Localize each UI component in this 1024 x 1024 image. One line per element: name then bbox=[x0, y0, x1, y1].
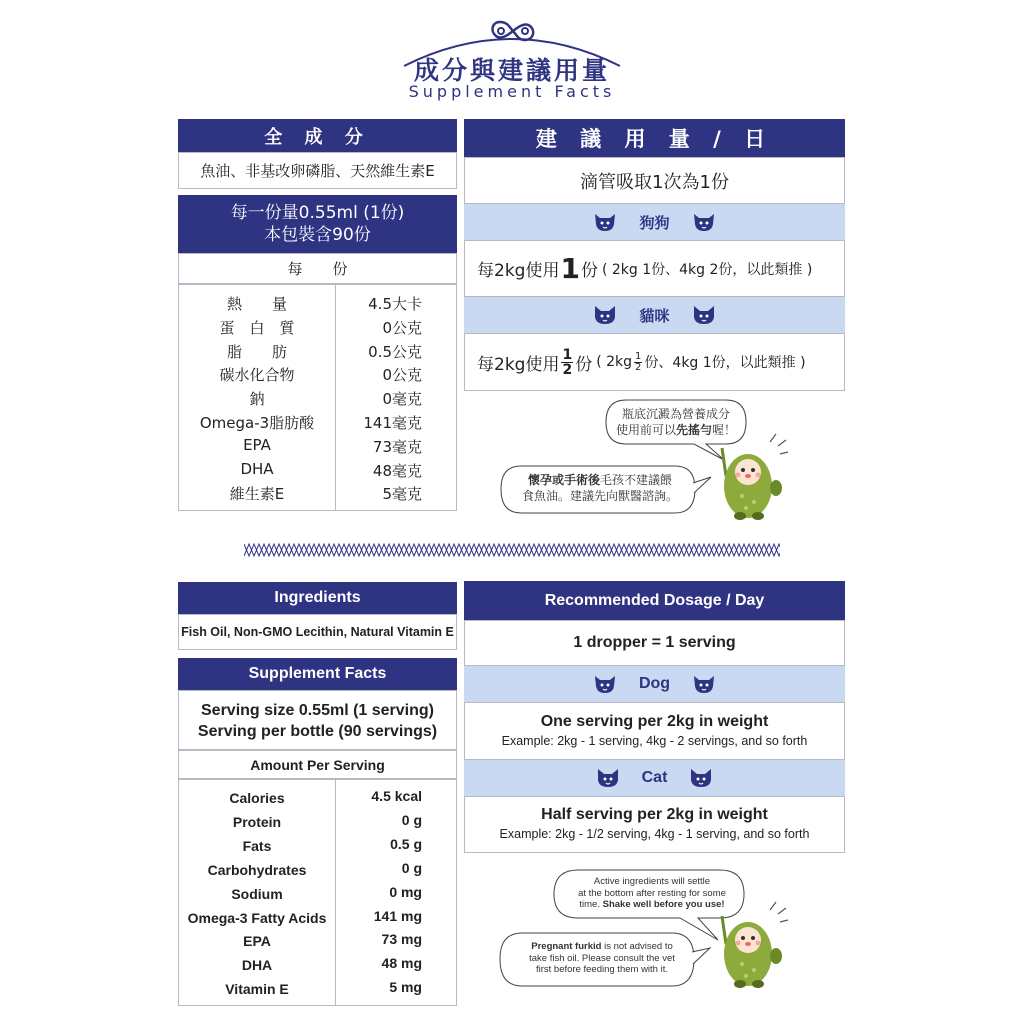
en-serving-line1: Serving size 0.55ml (1 serving) bbox=[201, 702, 434, 719]
zh-ingredients-title: 全 成 分 bbox=[178, 119, 457, 152]
zh-bubble-2-line1b: 毛孩不建議餵 bbox=[600, 473, 673, 487]
zh-cat-paren-b: 份、4kg 1份，以此類推 ) bbox=[644, 355, 806, 371]
en-bubble-2-line3: first before feeding them with it. bbox=[535, 964, 668, 975]
zh-bubble-2-text bbox=[505, 472, 695, 504]
zh-cat-text: 每2kg使用 bbox=[477, 354, 560, 375]
zh-dog-text: 每2kg使用 bbox=[477, 261, 560, 281]
en-bubble-2-line2: take fish oil. Please consult the vet bbox=[529, 952, 675, 964]
en-bubble-1-line2: at the bottom after resting for some bbox=[578, 887, 726, 899]
dog-face-icon bbox=[593, 212, 617, 232]
zh-ingredients-text: 魚油、非基改卵磷脂、天然維生素E bbox=[178, 152, 457, 189]
zh-fact-value: 73毫克 bbox=[372, 437, 422, 456]
en-dropper-text: 1 dropper = 1 serving bbox=[464, 620, 845, 666]
cat-face-icon bbox=[593, 305, 617, 325]
en-fact-name: DHA bbox=[241, 957, 273, 974]
zh-dog-unit: 份 bbox=[580, 261, 598, 281]
zh-dropper-text: 滴管吸取1次為1份 bbox=[464, 157, 845, 204]
mascot-illustration bbox=[712, 428, 802, 528]
zh-bubble-2-line1 bbox=[505, 472, 695, 488]
en-bubble-1-line3b: Shake well before you use! bbox=[602, 899, 725, 910]
cat-face-icon bbox=[689, 768, 713, 788]
zh-bubble-1-line2c: 喔！ bbox=[712, 423, 737, 437]
zh-fact-value: 48毫克 bbox=[372, 461, 422, 480]
zh-cat-unit: 份 bbox=[575, 354, 593, 375]
en-dog-main: One serving per 2kg in weight bbox=[540, 713, 769, 730]
en-serving-box bbox=[178, 690, 457, 750]
zh-bubble-1-line2b: 先搖勻 bbox=[675, 423, 712, 437]
en-fact-name: Sodium bbox=[231, 885, 283, 902]
zh-bubble-1-line2a: 使用前可以 bbox=[615, 423, 676, 437]
zh-dog-big: 1 bbox=[560, 252, 580, 285]
en-fact-value: 0 g bbox=[401, 859, 422, 876]
zh-cat-paren-a: ( 2kg bbox=[596, 354, 633, 370]
zh-bubble-2-line2: 食魚油。建議先向獸醫諮詢。 bbox=[521, 489, 678, 503]
zigzag-divider bbox=[244, 542, 780, 558]
en-fact-value: 0 mg bbox=[389, 883, 422, 900]
zh-cat-band bbox=[464, 297, 845, 333]
zh-dog-dosage bbox=[464, 240, 845, 297]
en-ingredients-text: Fish Oil, Non-GMO Lecithin, Natural Vitamin E bbox=[178, 614, 457, 650]
zh-fact-value: 141毫克 bbox=[363, 414, 422, 432]
zh-fact-name: DHA bbox=[240, 459, 274, 478]
en-fact-value: 0.5 g bbox=[390, 835, 422, 852]
zh-per-serving-header: 每 份 bbox=[178, 253, 457, 284]
zh-cat-frac-num: 1 bbox=[562, 346, 573, 363]
zh-dog-label: 狗狗 bbox=[639, 213, 670, 232]
en-ingredients-title: Ingredients bbox=[178, 582, 457, 614]
zh-cat-label: 貓咪 bbox=[639, 306, 670, 325]
zh-fact-value: 4.5大卡 bbox=[368, 295, 422, 313]
en-dog-dosage bbox=[464, 702, 845, 760]
page-title-zh: 成分與建議用量 bbox=[413, 56, 610, 85]
zh-fact-name: EPA bbox=[243, 435, 271, 454]
cat-face-icon bbox=[692, 305, 716, 325]
en-serving-line2: Serving per bottle (90 servings) bbox=[197, 723, 438, 740]
en-dosage-title: Recommended Dosage / Day bbox=[464, 581, 845, 620]
en-bubble-2-line1 bbox=[504, 941, 700, 953]
en-cat-dosage bbox=[464, 796, 845, 853]
en-fact-name: Calories bbox=[229, 790, 285, 806]
en-facts-title: Supplement Facts bbox=[178, 658, 457, 690]
en-bubble-1-line1: Active ingredients will settle bbox=[593, 876, 711, 887]
zh-fact-value: 0公克 bbox=[382, 318, 422, 337]
en-cat-main: Half serving per 2kg in weight bbox=[541, 806, 768, 823]
zh-cat-paren-fraction bbox=[634, 352, 642, 373]
zh-fact-value: 0.5公克 bbox=[368, 342, 422, 361]
mascot-illustration bbox=[712, 896, 802, 996]
en-dog-label: Dog bbox=[638, 675, 671, 692]
zh-cat-dosage bbox=[464, 333, 845, 391]
en-cat-example: Example: 2kg - 1/2 serving, 4kg - 1 serving, and so forth bbox=[499, 827, 810, 841]
zh-fact-value: 0毫克 bbox=[382, 390, 422, 409]
en-cat-label: Cat bbox=[641, 769, 668, 786]
en-fact-name: EPA bbox=[243, 933, 271, 950]
dog-face-icon bbox=[692, 212, 716, 232]
zh-fact-name: 碳水化合物 bbox=[219, 366, 295, 385]
zh-fact-name: Omega-3脂肪酸 bbox=[199, 414, 315, 432]
zh-fact-name: 脂 肪 bbox=[226, 342, 287, 361]
en-bubble-2-text bbox=[504, 941, 700, 976]
zh-cat-paren-frac-num: 1 bbox=[635, 350, 642, 362]
zh-bubble-1-line1: 瓶底沉澱為營養成分 bbox=[621, 407, 730, 421]
en-bubble-2-line1a: Pregnant furkid bbox=[531, 941, 602, 952]
zh-serving-header bbox=[178, 195, 457, 253]
dog-face-icon bbox=[593, 674, 617, 694]
en-fact-value: 0 g bbox=[401, 811, 422, 828]
zh-serving-line1: 每一份量0.55ml (1份) bbox=[230, 203, 405, 223]
en-fact-name: Fats bbox=[242, 837, 272, 854]
en-fact-name: Protein bbox=[232, 813, 282, 830]
en-fact-value: 4.5 kcal bbox=[371, 788, 422, 804]
cat-face-icon bbox=[596, 768, 620, 788]
en-fact-value: 73 mg bbox=[381, 931, 422, 948]
en-fact-value: 141 mg bbox=[373, 907, 422, 924]
en-fact-name: Carbohydrates bbox=[207, 861, 307, 878]
zh-fact-name: 鈉 bbox=[249, 390, 265, 409]
zh-cat-fraction bbox=[561, 348, 573, 377]
en-cat-band bbox=[464, 760, 845, 796]
en-bubble-1-line3a: time. bbox=[579, 899, 603, 910]
en-fact-value: 48 mg bbox=[381, 955, 422, 972]
zh-fact-name: 蛋 白 質 bbox=[219, 318, 295, 337]
zh-fact-name: 熱 量 bbox=[226, 295, 287, 313]
zh-bubble-2-line1a: 懷孕或手術後 bbox=[527, 473, 600, 487]
en-fact-name: Omega-3 Fatty Acids bbox=[187, 909, 327, 926]
zh-dosage-title: 建 議 用 量 / 日 bbox=[464, 119, 845, 157]
zh-fact-name: 維生素E bbox=[229, 485, 285, 504]
en-fact-name: Vitamin E bbox=[225, 981, 289, 998]
zh-dog-band bbox=[464, 204, 845, 240]
zh-cat-paren-frac-den: 2 bbox=[635, 361, 642, 373]
zh-serving-line2: 本包裝含90份 bbox=[264, 225, 371, 245]
zh-fact-value: 0公克 bbox=[382, 366, 422, 385]
zh-fact-value: 5毫克 bbox=[382, 485, 422, 504]
dog-face-icon bbox=[692, 674, 716, 694]
zh-cat-frac-den: 2 bbox=[562, 361, 573, 378]
zh-facts-table bbox=[178, 284, 457, 511]
zh-dog-paren: ( 2kg 1份、4kg 2份，以此類推 ) bbox=[601, 261, 813, 278]
en-bubble-2-line1b: is not advised to bbox=[601, 941, 673, 952]
en-facts-table bbox=[178, 779, 457, 1006]
en-dog-band bbox=[464, 666, 845, 702]
en-dog-example: Example: 2kg - 1 serving, 4kg - 2 servings, and so forth bbox=[501, 734, 808, 748]
page-title-en: Supplement Facts bbox=[408, 82, 616, 101]
en-fact-value: 5 mg bbox=[389, 979, 422, 996]
en-per-serving-header: Amount Per Serving bbox=[178, 750, 457, 779]
